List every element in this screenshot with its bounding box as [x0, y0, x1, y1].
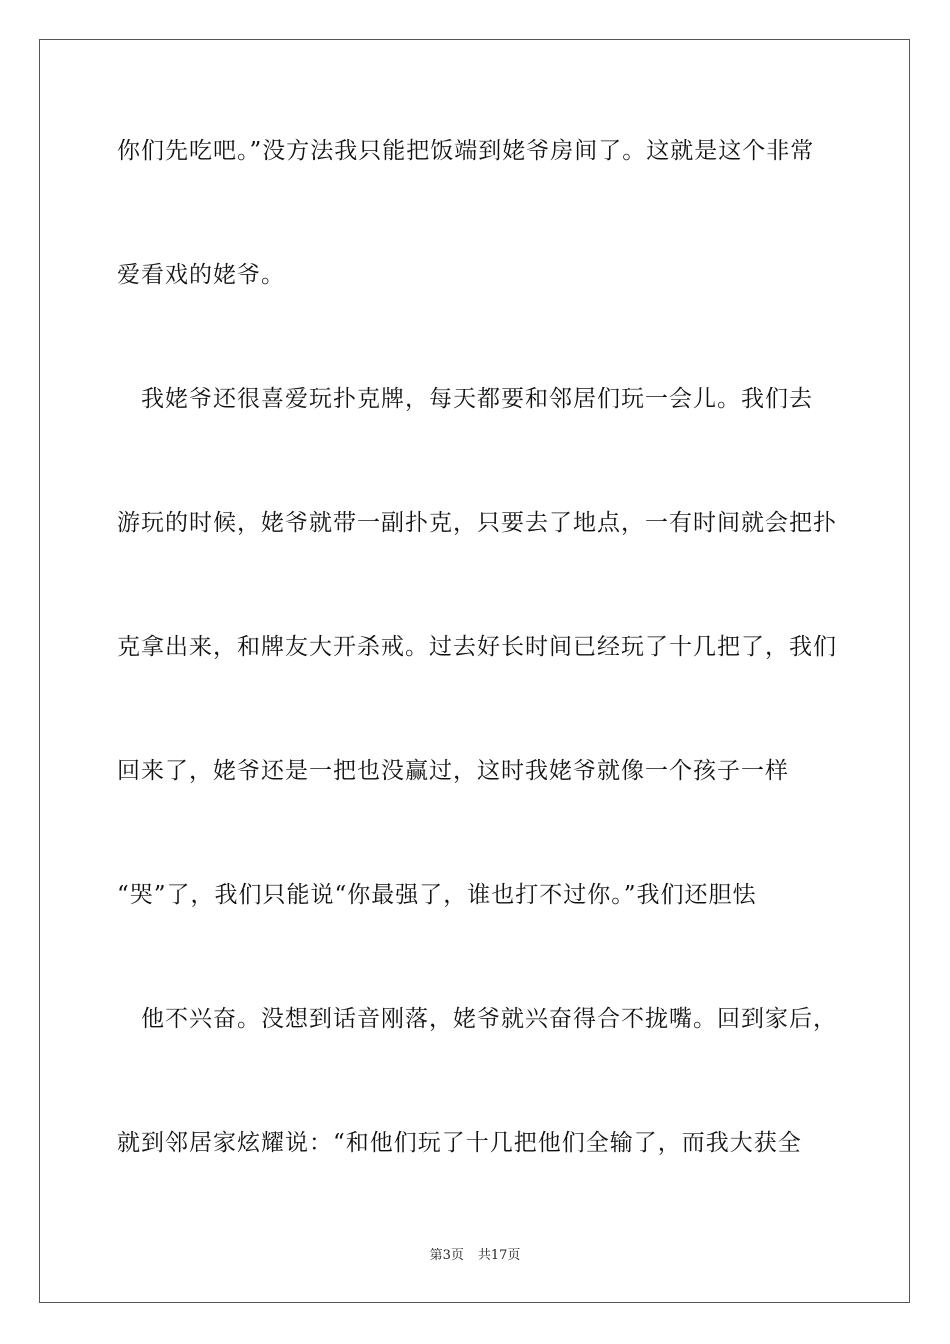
text-line: 他不兴奋。没想到话音刚落，姥爷就兴奋得合不拢嘴。回到家后， [117, 1006, 837, 1032]
text-line: 我姥爷还很喜爱玩扑克牌，每天都要和邻居们玩一会儿。我们去 [117, 386, 813, 412]
text-line: 你们先吃吧。”没方法我只能把饭端到姥爷房间了。这就是这个非常 [117, 138, 815, 164]
page-border [39, 39, 910, 1303]
page-total: 共17页 [477, 1248, 521, 1263]
page-footer [0, 1247, 950, 1265]
text-line: “哭”了，我们只能说“你最强了，谁也打不过你。”我们还胆怯 [117, 882, 757, 908]
text-line: 克拿出来，和牌友大开杀戒。过去好长时间已经玩了十几把了，我们 [117, 634, 837, 660]
text-line: 回来了，姥爷还是一把也没赢过，这时我姥爷就像一个孩子一样 [117, 758, 789, 784]
text-line: 游玩的时候，姥爷就带一副扑克，只要去了地点，一有时间就会把扑 [117, 510, 837, 536]
text-line: 就到邻居家炫耀说：“和他们玩了十几把他们全输了，而我大获全 [117, 1130, 802, 1156]
text-line: 爱看戏的姥爷。 [117, 262, 285, 288]
page-number: 第3页 [429, 1248, 464, 1263]
